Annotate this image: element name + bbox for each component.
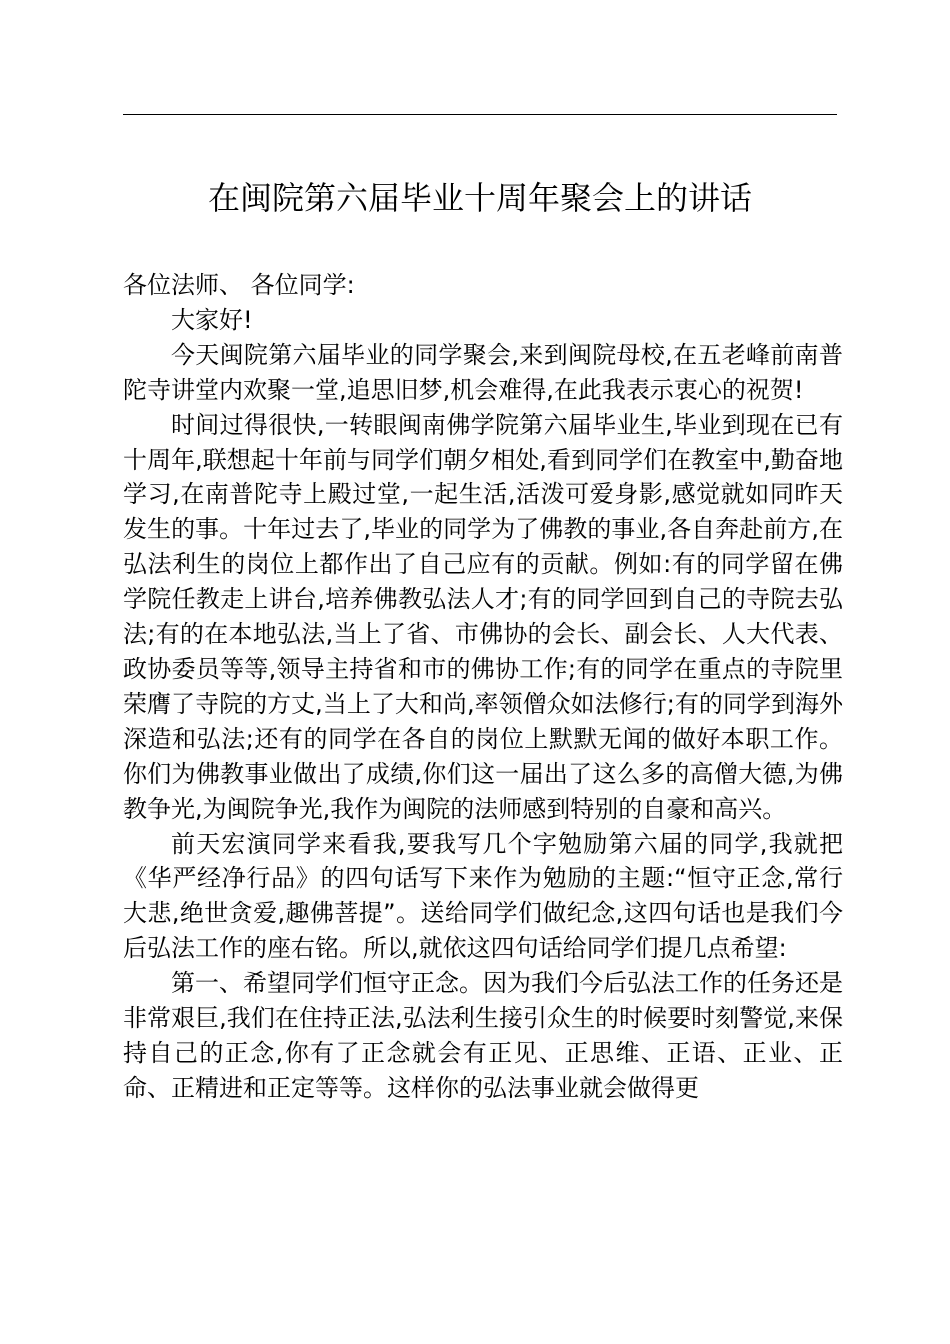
paragraph-1: 今天闽院第六届毕业的同学聚会,来到闽院母校,在五老峰前南普陀寺讲堂内欢聚一堂,追思旧梦,机会难得,在此我表示衷心的祝贺!: [123, 340, 843, 404]
paragraph-4: 第一、希望同学们恒守正念。因为我们今后弘法工作的任务还是非常艰巨,我们在住持正法,弘法利生接引众生的时候要时刻警觉,来保持自己的正念,你有了正念就会有正见、正思维、正语、正业、正命、正精进和正定等等。这样你的弘法事业就会做得更: [123, 969, 843, 1102]
header-rule: [123, 114, 837, 115]
salutation: 各位法师、 各位同学:: [123, 271, 355, 299]
paragraph-greeting: 大家好!: [171, 305, 253, 334]
paragraph-2: 时间过得很快,一转眼闽南佛学院第六届毕业生,毕业到现在已有十周年,联想起十年前与同学们朝夕相处,看到同学们在教室中,勤奋地学习,在南普陀寺上殿过堂,一起生活,活泼可爱身影,感觉就如同昨天发生的事。十年过去了,毕业的同学为了佛教的事业,各自奔赴前方,在弘法利生的岗位上都作出了自己应有的贡献。例如:有的同学留在佛学院任教走上讲台,培养佛教弘法人才;有的同学回到自己的寺院去弘法;有的在本地弘法,当上了省、市佛协的会长、副会长、人大代表、政协委员等等,领导主持省和市的佛协工作;有的同学在重点的寺院里荣膺了寺院的方丈,当上了大和尚,率领僧众如法修行;有的同学到海外深造和弘法;还有的同学在各自的岗位上默默无闻的做好本职工作。你们为佛教事业做出了成绩,你们这一届出了这么多的高僧大德,为佛教争光,为闽院争光,我作为闽院的法师感到特别的自豪和高兴。: [123, 410, 843, 823]
document-body: [123, 268, 843, 1106]
document-title: 在闽院第六届毕业十周年聚会上的讲话: [207, 179, 752, 217]
paragraph-3: 前天宏演同学来看我,要我写几个字勉励第六届的同学,我就把《华严经净行品》的四句话写下来作为勉励的主题:“恒守正念,常行大悲,绝世贪爱,趣佛菩提”。送给同学们做纪念,这四句话也是我们今后弘法工作的座右铭。所以,就依这四句话给同学们提几点希望:: [123, 829, 843, 963]
